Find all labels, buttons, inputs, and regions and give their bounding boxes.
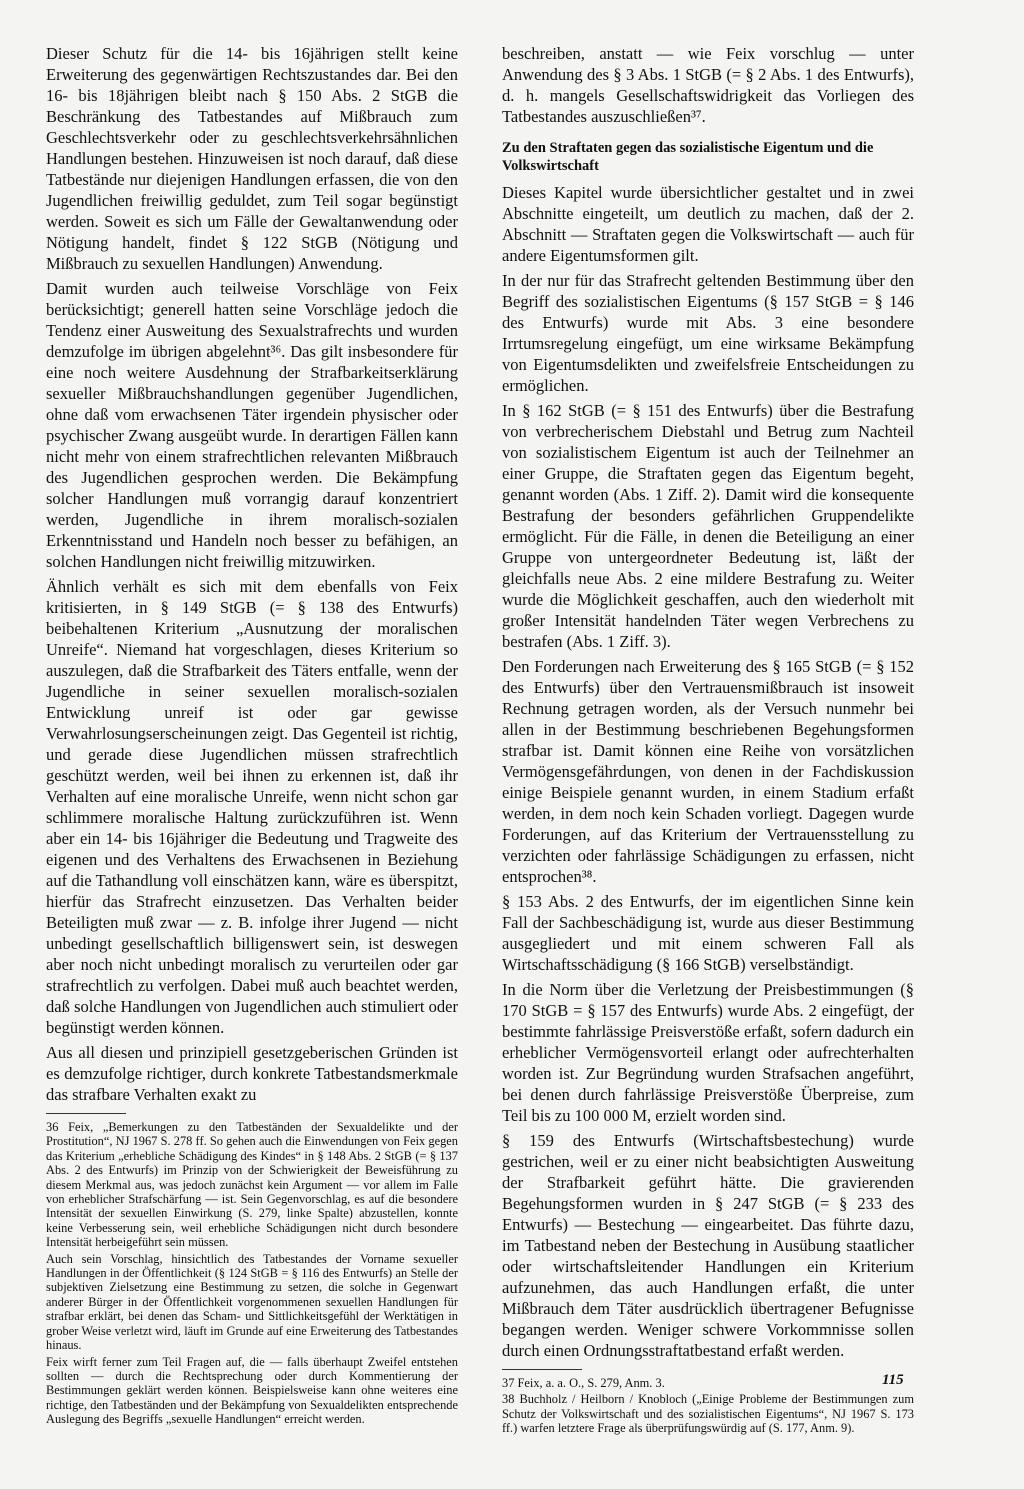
body-paragraph: § 153 Abs. 2 des Entwurfs, der im eigentlichen Sinne kein Fall der Sachbeschädigung ist, wurde aus dieser Bestimmung ausgegliedert und mit einem schweren Fall als Wirtschaftsschädigung (§ 166 StGB) verselbständigt. [502,892,914,974]
footnotes-left [46,1120,458,1427]
footnote-36-continued: Auch sein Vorschlag, hinsichtlich des Tatbestandes der Vorname sexueller Handlungen in der Öffentlichkeit (§ 124 StGB = § 116 des Entwurfs) an Stelle der subjektiven Zielsetzung eine Bestimmung zu setzen, die solche in Gegenwart anderer Bürger in der Öffentlichkeit vorgenommenen sexuellen Handlungen für strafbar erklärt, bei denen das Scham- und Sittlichkeitsgefühl der Werktätigen in grober Weise verletzt wird, läuft im Grunde auf eine Erweiterung des Tatbestandes hinaus. [46,1251,458,1353]
footnote-36-continued: Feix wirft ferner zum Teil Fragen auf, die — falls überhaupt Zweifel entstehen sollten — durch die Rechtsprechung oder durch Kommentierung der Bestimmungen geklärt werden können. Beispielsweise kann ohne weiteres eine richtige, den Tatbeständen und der Bekämpfung von Sexualdelikten entsprechende Auslegung des Begriffs „sexuelle Handlungen“ erreicht werden. [46,1354,458,1427]
body-paragraph: In § 162 StGB (= § 151 des Entwurfs) über die Bestrafung von verbrecherischem Diebstahl und Betrug zum Nachteil von sozialistischem Eigentum ist auch der Teilnehmer an einer Gruppe, die Straftaten gegen das Eigentum begeht, genannt worden (Abs. 1 Ziff. 2). Damit wird die konsequente Bestrafung der besonders gefährlichen Gruppendelikte ermöglicht. Für die Fälle, in denen die Beteiligung an einer Gruppe von untergeordneter Bedeutung ist, läßt der gleichfalls neue Abs. 2 eine mildere Bestrafung zu. Weiter wurde die Möglichkeit geschaffen, auch den wiederholt mit großer Intensität handelnden Täter wegen Verbrechens zu bestrafen (Abs. 1 Ziff. 3). [502,401,914,651]
footnote-37: 37 Feix, a. a. O., S. 279, Anm. 3. [502,1376,665,1390]
footnote-38: 38 Buchholz / Heilborn / Knobloch („Einige Probleme der Bestimmungen zum Schutz der Volkswirtschaft und des sozialistischen Eigentums“, NJ 1967 S. 173 ff.) warfen letztere Frage als überprüfungswürdig auf (S. 177, Anm. 9). [502,1392,914,1436]
footnote-divider [502,1369,582,1370]
right-column [502,43,914,1436]
body-paragraph: Damit wurden auch teilweise Vorschläge von Feix berücksichtigt; generell hatten seine Vorschläge jedoch die Tendenz einer Ausweitung des Sexualstrafrechts und wurden demzufolge im übrigen abgelehnt³⁶. Das gilt insbesondere für eine noch weitere Ausdehnung der Strafbarkeitserklärung sexueller Mißbrauchshandlungen gegenüber Jugendlichen, ohne daß vom erwachsenen Täter irgendein physischer oder psychischer Zwang ausgeübt wurde. In derartigen Fällen kann nicht mehr von einem strafrechtlichen relevanten Mißbrauch des Jugendlichen gesprochen werden. Die Bekämpfung solcher Handlungen muß vorrangig darauf konzentriert werden, Jugendliche in ihrem moralisch-sozialen Erkenntnisstand und Handeln noch besser zu befähigen, an solchen Handlungen nicht freiwillig mitzuwirken. [46,279,458,571]
body-paragraph: Ähnlich verhält es sich mit dem ebenfalls von Feix kritisierten, in § 149 StGB (= § 138 des Entwurfs) beibehaltenen Kriterium „Ausnutzung der moralischen Unreife“. Niemand hat vorgeschlagen, dieses Kriterium so auszulegen, daß die Strafbarkeit des Täters entfalle, wenn der Jugendliche in seiner sexuellen moralisch-sozialen Entwicklung unreif ist oder gar gewisse Verwahrlosungserscheinungen zeigt. Das Gegenteil ist richtig, und gerade diese Jugendlichen müssen strafrechtlich geschützt werden, weil bei ihnen zu erkennen ist, daß ihr Verhalten auf eine moralische Unreife, wenn nicht schon gar schlimmere moralische Haltung zurückzuführen ist. Wenn aber ein 14- bis 16jähriger die Bedeutung und Tragweite des eigenen und des Verhaltens des Erwachsenen in Beziehung auf die Tathandlung voll einschätzen kann, wäre es überspitzt, hierfür das Strafrecht einzusetzen. Das Verhalten beider Beteiligten muß zwar — z. B. infolge ihrer Jugend — nicht unbedingt gesellschaftlich billigenswert sein, ist deswegen aber noch nicht unbedingt moralisch zu verurteilen oder gar strafrechtlich zu verfolgen. Dabei muß auch beachtet werden, daß solche Handlungen von Jugendlichen auch stimuliert oder begünstigt werden können. [46,577,458,1037]
body-paragraph: In der nur für das Strafrecht geltenden Bestimmung über den Begriff des sozialistischen Eigentums (§ 157 StGB = § 146 des Entwurfs) wurde mit Abs. 3 eine besondere Irrtumsregelung eingefügt, um eine wirksame Bekämpfung von Eigentumsdelikten und zweifelsfreie Entscheidungen zu ermöglichen. [502,271,914,395]
body-paragraph: In die Norm über die Verletzung der Preisbestimmungen (§ 170 StGB = § 157 des Entwurfs) wurde Abs. 2 eingefügt, der bestimmte fahrlässige Preisverstöße erfaßt, sofern dadurch ein erheblicher Vermögensvorteil erlangt oder aufrechterhalten worden ist. Zur Begründung wurden Strafsachen angeführt, bei denen durch fahrlässige Preisverstöße Überpreise, zum Teil bis zu 100 000 M, erzielt worden sind. [502,980,914,1125]
footnote-divider [46,1113,126,1114]
body-paragraph: Den Forderungen nach Erweiterung des § 165 StGB (= § 152 des Entwurfs) über den Vertrauensmißbrauch ist insoweit Rechnung getragen worden, als der Versuch nunmehr bei allen in der Bestimmung beschriebenen Begehungsformen strafbar ist. Damit können eine Reihe von vorsätzlichen Vermögensgefährdungen, von denen in der Fachdiskussion einige Beispiele genannt wurden, in einem Stadium erfaßt werden, in dem noch kein Schaden vorliegt. Dagegen wurde Forderungen, auf das Kriterium der Vertrauensstellung zu verzichten oder fahrlässige Schädigungen zu erfassen, nicht entsprochen³⁸. [502,657,914,886]
body-paragraph: § 159 des Entwurfs (Wirtschaftsbestechung) wurde gestrichen, weil er zu einer nicht beabsichtigten Ausweitung der Strafbarkeit geführt hätte. Die gravierenden Begehungsformen wurden in § 247 StGB (= § 233 des Entwurfs) — Bestechung — eingearbeitet. Das führte dazu, im Tatbestand neben der Bestechung in Ausübung staatlicher oder wirtschaftsleitender Handlungen ein Kriterium aufzunehmen, das auch Handlungen erfaßt, die unter Mißbrauch dem Täter ausdrücklich übertragener Befugnisse begangen werden. Weniger schwere Vorkommnisse sollen durch einen Ordnungsstraftatbestand erfaßt werden. [502,1131,914,1360]
body-paragraph: Aus all diesen und prinzipiell gesetzgeberischen Gründen ist es demzufolge richtiger, durch konkrete Tatbestandsmerkmale das strafbare Verhalten exakt zu [46,1043,458,1104]
page-number: 115 [882,1372,904,1388]
footnotes-right [502,1376,914,1436]
body-paragraph: Dieser Schutz für die 14- bis 16jährigen stellt keine Erweiterung des gegenwärtigen Rechtszustandes dar. Bei den 16- bis 18jährigen bleibt nach § 150 Abs. 2 StGB die Beschränkung des Tatbestandes auf Mißbrauch zum Geschlechtsverkehr oder zu geschlechtsverkehrsähnlichen Handlungen bestehen. Hinzuweisen ist noch darauf, daß diese Tatbestände nur diejenigen Handlungen erfassen, die von den Jugendlichen freiwillig geduldet, zum Teil sogar begünstigt werden. Soweit es sich um Fälle der Gewaltanwendung oder Nötigung handelt, findet § 122 StGB (Nötigung und Mißbrauch zu sexuellen Handlungen) Anwendung. [46,44,458,273]
body-paragraph: beschreiben, anstatt — wie Feix vorschlug — unter Anwendung des § 3 Abs. 1 StGB (= § 2 Abs. 1 des Entwurfs), d. h. mangels Gesellschaftswidrigkeit das Vorliegen des Tatbestandes auszuschließen³⁷. [502,44,914,126]
footnote-36: 36 Feix, „Bemerkungen zu den Tatbeständen der Sexualdelikte und der Prostitution“, NJ 1967 S. 278 ff. So gehen auch die Einwendungen von Feix gegen das Kriterium „erhebliche Schädigung des Kindes“ in § 148 Abs. 2 StGB (= § 137 Abs. 2 des Entwurfs) im Prinzip von der Schwierigkeit der Beweisführung zu diesem Merkmal aus, was jedoch zunächst kein Argument — vor allem im Falle von erheblicher Strafschärfung — ist. Sein Gegenvorschlag, es auf die besondere Intensität der sexuellen Einwirkung (S. 279, linke Spalte) abzustellen, konnte keine Verbesserung sein, weil erhebliche Schädigungen nicht durch besondere Intensität herbeigeführt sein müssen. [46,1120,458,1250]
body-paragraph: Dieses Kapitel wurde übersichtlicher gestaltet und in zwei Abschnitte eingeteilt, um deutlich zu machen, daß der 2. Abschnitt — Straftaten gegen die Volkswirtschaft — auch für andere Eigentumsformen gilt. [502,183,914,265]
section-heading: Zu den Straftaten gegen das sozialistische Eigentum und die Volkswirtschaft [502,140,874,174]
left-column [46,43,458,1427]
